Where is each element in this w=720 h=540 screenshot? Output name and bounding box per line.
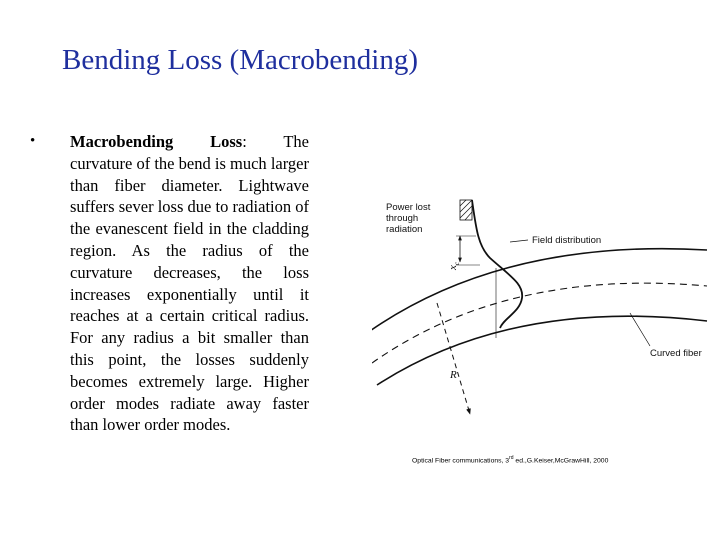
- slide-title: Bending Loss (Macrobending): [62, 44, 418, 76]
- caption-text: Optical Fiber communications, 3: [412, 457, 510, 465]
- body-paragraph: [70, 131, 309, 436]
- label-power-lost-line1: Power lost: [386, 202, 431, 213]
- field-leader-line: [510, 240, 528, 242]
- caption-superscript: rd: [509, 455, 514, 461]
- label-curved-fiber: Curved fiber: [650, 348, 702, 359]
- label-field-distribution: Field distribution: [532, 235, 602, 246]
- bullet-marker: •: [30, 133, 36, 149]
- radiation-hatch: [460, 200, 472, 220]
- fiber-outer-edge: [372, 249, 707, 333]
- label-power-lost-line2: through: [386, 213, 419, 224]
- label-xc: $x_c$: [447, 262, 461, 270]
- caption-text-rest: ed.,G.Keiser,McGrawHill, 2000: [513, 457, 609, 465]
- label-radius-r: R: [450, 369, 457, 381]
- macrobending-figure: [372, 188, 712, 440]
- figure-caption: [412, 455, 608, 464]
- radius-line: [437, 303, 470, 414]
- curved-fiber-leader: [630, 313, 650, 346]
- body-text: : The curvature of the bend is much larger than fiber diameter. Lightwave suffers sever loss due to radiation of the evanescent field in the cladding region. As the radius of the curvature decreases, the loss increases exponentially until it reaches at a certain critical radius. For any radius a bit smaller than this point, the losses suddenly becomes extremely large. Higher order modes radiate away faster than lower order modes.: [70, 132, 309, 435]
- label-power-lost-line3: radiation: [386, 224, 423, 235]
- term-macrobending-loss: Macrobending Loss: [70, 132, 243, 151]
